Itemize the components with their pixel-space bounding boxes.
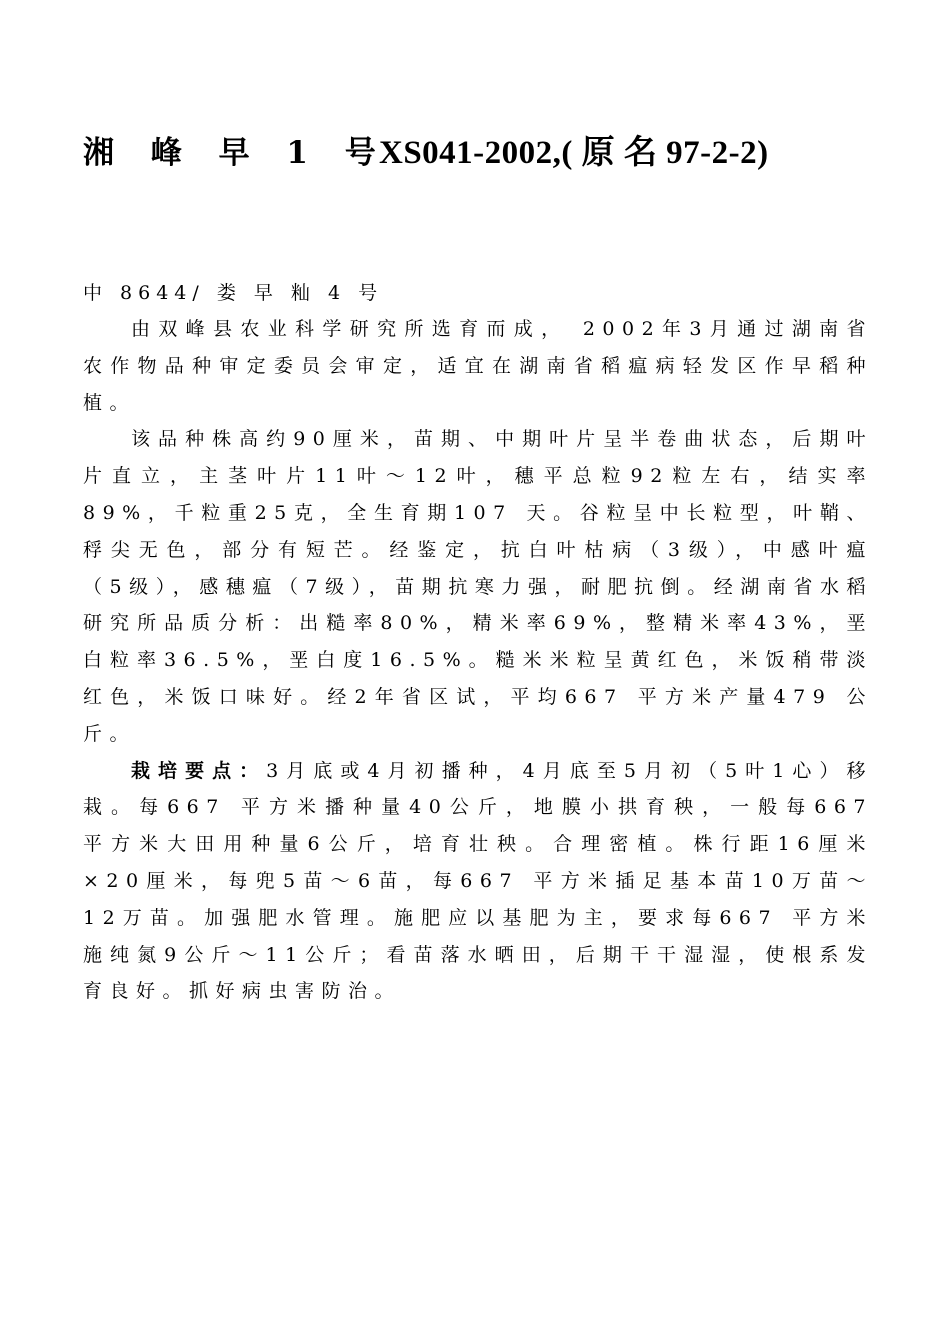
cultivation-heading: 栽培要点：: [131, 759, 267, 782]
paragraph-text: 3月底或4月初播种，4月底至5月初（5叶1心）移栽。每667 平方米播种量40公斤，地膜小拱育秧，一般每667 平方米大田用种量6公斤，培育壮秧。合理密植。株行距16厘米×20厘米，每兜5苗～6苗，每667 平方米插足基本苗10万苗～12万苗。加强肥水管理。施肥应以基肥为主，要求每667 平方米施纯氮9公斤～11公斤；看苗落水晒田，后期干干湿湿，使根系发育良好。抓好病虫害防治。: [83, 759, 873, 1003]
paragraph-text: 由双峰县农业科学研究所选育而成， 2002年3月通过湖南省农作物品种审定委员会审定，适宜在湖南省稻瘟病轻发区作早稻种植。: [83, 318, 873, 414]
registration-code: XS041-2002,( 原 名 97-2-2): [379, 135, 769, 171]
document-title: [83, 131, 883, 181]
variety-name: 湘 峰 早 1 号: [83, 135, 389, 171]
paragraph-origin: [83, 311, 873, 421]
body-paragraphs: [83, 311, 873, 1010]
paragraph-text: 该品种株高约90厘米，苗期、中期叶片呈半卷曲状态，后期叶片直立，主茎叶片11叶～12叶，穗平总粒92粒左右，结实率89%，千粒重25克，全生育期107 天。谷粒呈中长粒型，叶鞘、稃尖无色，部分有短芒。经鉴定，抗白叶枯病（3级），中感叶瘟（5级），感穗瘟（7级），苗期抗寒力强，耐肥抗倒。经湖南省水稻研究所品质分析：出糙率80%，精米率69%，整精米率43%，垩白粒率36.5%，垩白度16.5%。糙米米粒呈黄红色，米饭稍带淡红色，米饭口味好。经2年省区试，平均667 平方米产量479 公斤。: [83, 428, 873, 745]
pedigree-line: 中 8644/ 娄 早 籼 4 号: [83, 282, 384, 304]
paragraph-cultivation: [83, 753, 873, 1011]
paragraph-traits: [83, 421, 873, 752]
